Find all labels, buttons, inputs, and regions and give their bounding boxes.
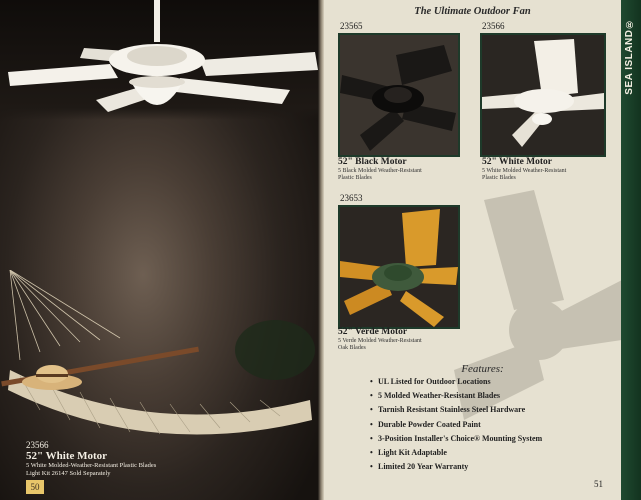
product-black-model-number: 23565 (340, 21, 363, 31)
feature-text: UL Listed for Outdoor Locations (378, 377, 491, 386)
product-verde-title: 52" Verde Motor (338, 327, 408, 337)
feature-text: Limited 20 Year Warranty (378, 462, 469, 472)
feature-item (370, 403, 542, 417)
feature-item (370, 432, 542, 446)
product-black-subtitle-2: Plastic Blades (338, 175, 372, 181)
side-brand-tab (621, 0, 641, 500)
product-verde-model-number: 23653 (340, 193, 363, 203)
bullet-icon: • (370, 377, 373, 386)
feature-text: 3-Position Installer's Choice® Mounting System (378, 433, 543, 443)
feature-item (370, 446, 542, 460)
page-title: The Ultimate Outdoor Fan (414, 6, 531, 17)
product-black-subtitle-1: 5 Black Molded Weather-Resistant (338, 168, 422, 174)
feature-text: Light Kit Adaptable (378, 447, 447, 457)
page-number-left: 50 (26, 480, 44, 494)
product-verde-subtitle-2: Oak Blades (338, 345, 366, 351)
bullet-icon: • (370, 447, 373, 457)
product-black-photo (338, 33, 460, 157)
page-number-right: 51 (594, 479, 603, 489)
verde-fan-image (340, 207, 458, 327)
right-page (324, 0, 621, 500)
black-fan-image (340, 35, 458, 155)
product-black-title: 52" Black Motor (338, 157, 407, 167)
white-ceiling-fan-image (0, 0, 318, 140)
feature-item (370, 418, 542, 432)
left-page (0, 0, 318, 500)
brand-label: SEA ISLAND® (624, 18, 635, 95)
feature-text: Tarnish Resistant Stainless Steel Hardware (378, 405, 526, 415)
bullet-icon: • (370, 419, 373, 429)
caption-line-1: 5 White Molded-Weather-Resistant Plastic Blades (26, 462, 157, 469)
bullet-icon: • (370, 405, 373, 415)
feature-item (370, 460, 542, 474)
product-verde-subtitle-1: 5 Verde Molded Weather-Resistant (338, 338, 422, 344)
product-white-photo (480, 33, 606, 157)
bullet-icon: • (370, 462, 373, 472)
product-white-model-number: 23566 (482, 21, 505, 31)
caption-title: 52" White Motor (26, 450, 108, 462)
white-fan-image (482, 35, 604, 155)
product-verde-photo (338, 205, 460, 329)
left-caption (26, 440, 156, 478)
caption-model-number: 23566 (26, 440, 49, 450)
feature-item (370, 389, 542, 403)
product-white-title: 52" White Motor (482, 157, 553, 167)
features-heading: Features: (461, 363, 504, 375)
product-white-subtitle-2: Plastic Blades (482, 175, 516, 181)
feature-text: Durable Powder Coated Paint (378, 419, 481, 429)
bullet-icon: • (370, 391, 373, 401)
features-list (370, 375, 542, 474)
caption-line-2: Light Kit 26147 Sold Separately (26, 470, 111, 477)
hammock-image (0, 270, 318, 450)
product-white-subtitle-1: 5 White Molded Weather-Resistant (482, 168, 567, 174)
feature-text: 5 Molded Weather-Resistant Blades (378, 391, 500, 401)
bullet-icon: • (370, 433, 373, 443)
feature-item (370, 375, 542, 389)
